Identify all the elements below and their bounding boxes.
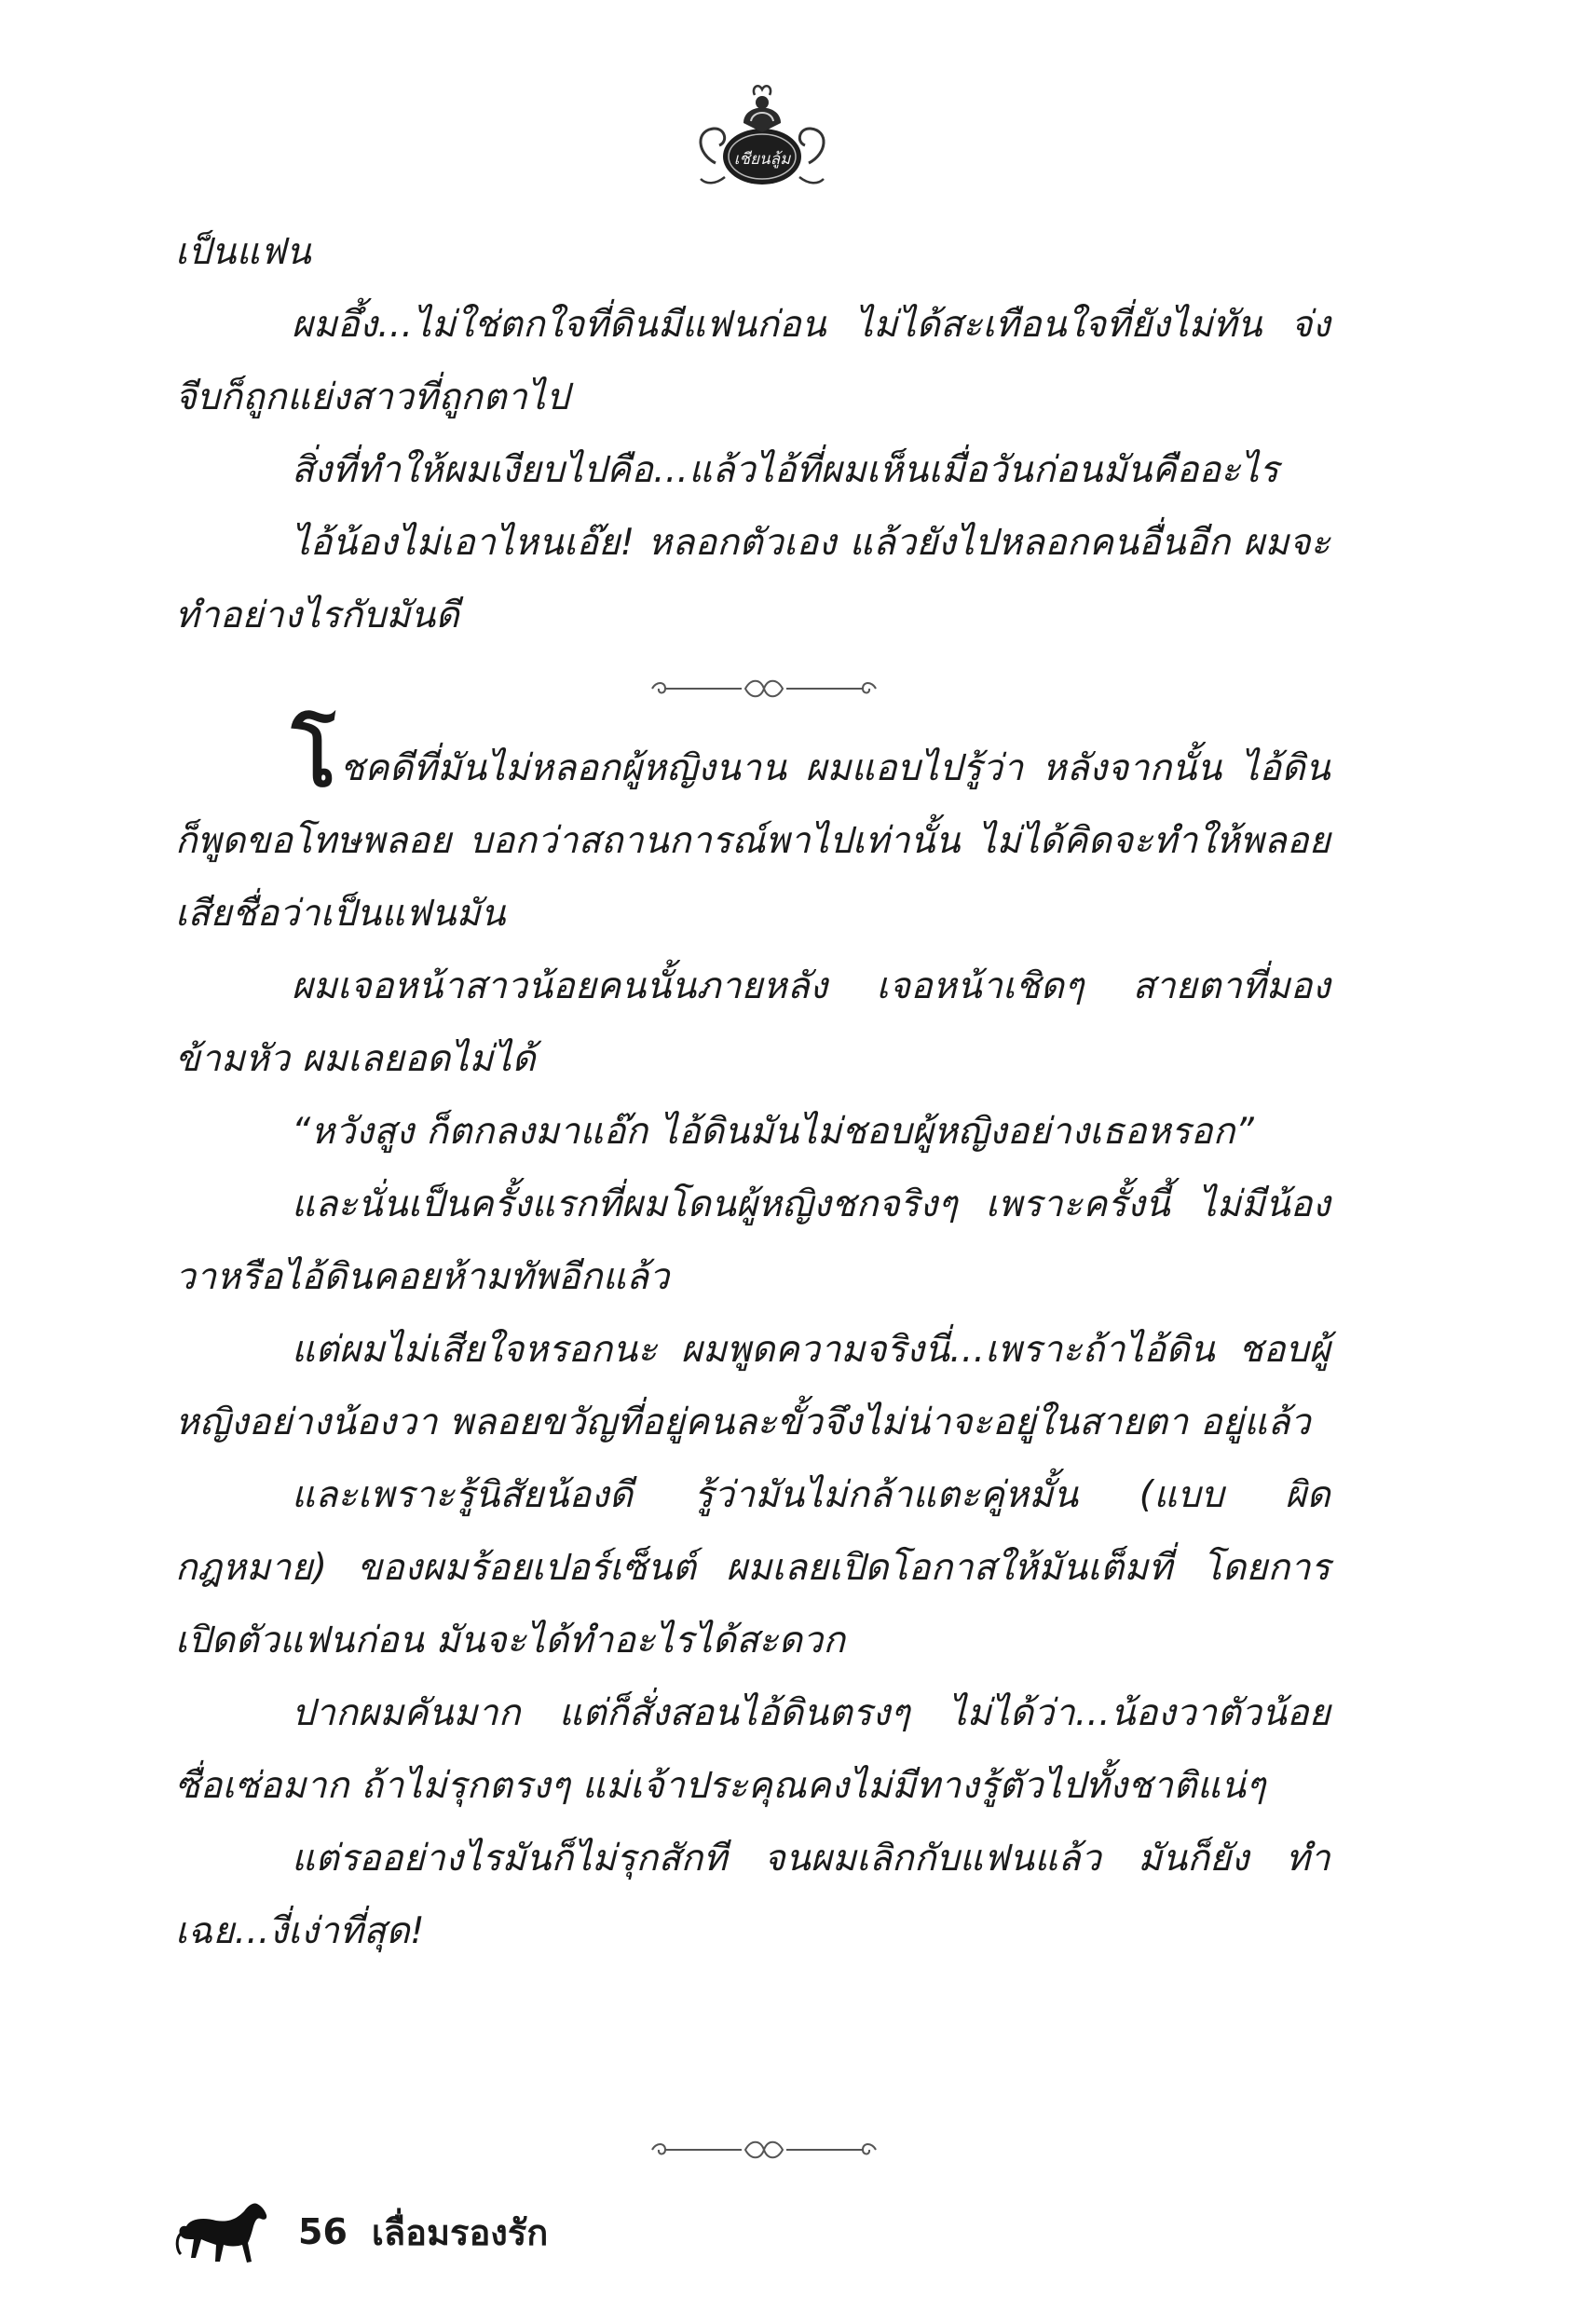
horse-icon <box>175 2196 272 2267</box>
paragraph: ผมอึ้ง...ไม่ใช่ตกใจที่ดินมีแฟนก่อน ไม่ได้สะเทือนใจที่ยังไม่ทัน จ่งจีบก็ถูกแย่งสาวที่ถูกตาไป <box>175 304 1330 418</box>
logo-text: เชียนลู้ม <box>733 150 791 169</box>
section-divider <box>643 2134 885 2166</box>
ornament-logo-icon <box>688 75 837 196</box>
drop-cap: โ <box>292 708 336 805</box>
paragraph: แต่รออย่างไรมันก็ไม่รุกสักที จนผมเลิกกับแฟนแล้ว มันก็ยัง ทำเฉย...งี่เง่าที่สุด! <box>175 1838 1330 1952</box>
flourish-divider-icon <box>643 2134 885 2166</box>
paragraph: แต่ผมไม่เสียใจหรอกนะ ผมพูดความจริงนี่...เพราะถ้าไอ้ดิน ชอบผู้หญิงอย่างน้องวา พลอยขวัญที่อยู่คนละขั้วจึงไม่น่าจะอยู่ในสายตา อยู่แล้ว <box>175 1329 1330 1443</box>
paragraph: สิ่งที่ทำให้ผมเงียบไปคือ...แล้วไอ้ที่ผมเห็นเมื่อวันก่อนมันคืออะไร <box>292 449 1279 491</box>
page-footer <box>175 2195 548 2269</box>
paragraph: และนั่นเป็นครั้งแรกที่ผมโดนผู้หญิงชกจริงๆ เพราะครั้งนี้ ไม่มีน้องวาหรือไอ้ดินคอยห้ามทัพอีกแล้ว <box>175 1183 1330 1298</box>
paragraph-text: ชคดีที่มันไม่หลอกผู้หญิงนาน ผมแอบไปรู้ว่า หลังจากนั้น ไอ้ดินก็พูดขอโทษพลอย บอกว่าสถานการณ์พาไปเท่านั้น ไม่ได้คิดจะทำให้พลอยเสียชื่อว่าเป็นแฟนมัน <box>175 747 1330 935</box>
section-divider <box>643 673 885 704</box>
flourish-divider-icon <box>643 673 885 704</box>
paragraph: ไอ้น้องไม่เอาไหนเอ๊ย! หลอกตัวเอง แล้วยังไปหลอกคนอื่นอีก ผมจะทำอย่างไรกับมันดี <box>175 522 1330 636</box>
paragraph: “หวังสูง ก็ตกลงมาแอ๊ก ไอ้ดินมันไม่ชอบผู้หญิงอย่างเธอหรอก” <box>292 1111 1255 1153</box>
paragraph: ผมเจอหน้าสาวน้อยคนนั้นภายหลัง เจอหน้าเชิดๆ สายตาที่มอง ข้ามหัว ผมเลยอดไม่ได้ <box>175 965 1330 1080</box>
publisher-logo <box>688 75 837 196</box>
book-title: เลื่อมรองรัก <box>371 2211 549 2253</box>
text-block-main <box>175 708 1330 1968</box>
paragraph-dropcap <box>175 708 1330 950</box>
paragraph: ปากผมคันมาก แต่ก็สั่งสอนไอ้ดินตรงๆ ไม่ได้ว่า...น้องวาตัวน้อย ซื่อเซ่อมาก ถ้าไม่รุกตรงๆ แม่เจ้าประคุณคงไม่มีทางรู้ตัวไปทั้งชาติแน่ๆ <box>175 1692 1330 1807</box>
text-block-top <box>175 216 1330 652</box>
paragraph: เป็นแฟน <box>175 231 311 273</box>
page-number: 56 <box>298 2211 348 2252</box>
paragraph: และเพราะรู้นิสัยน้องดี รู้ว่ามันไม่กล้าแตะคู่หมั้น (แบบ ผิดกฎหมาย) ของผมร้อยเปอร์เซ็นต์ ผมเลยเปิดโอกาสให้มันเต็มที่ โดยการเปิดตัวแฟนก่อน มันจะได้ทำอะไรได้สะดวก <box>175 1474 1330 1661</box>
